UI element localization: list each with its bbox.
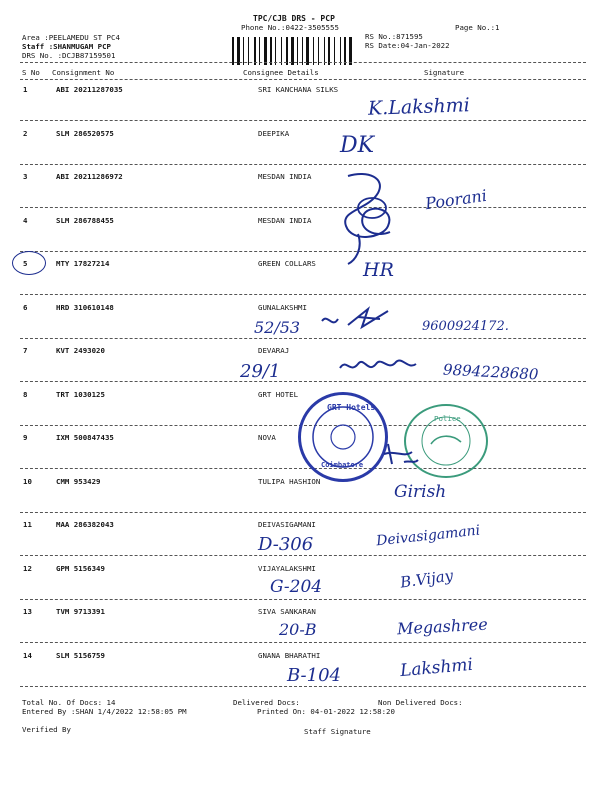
handwritten-door-7: 29/1 [240,361,281,382]
staff-signature: Staff Signature [304,727,371,736]
barcode-bar [304,37,305,65]
row-consignee-name: DEVARAJ [258,346,290,355]
barcode-bar [291,37,294,65]
row-consignment-number: SLM 5156759 [56,650,105,660]
barcode-bar [299,37,301,65]
row-divider [20,599,586,600]
signature-2: DK [340,133,375,158]
row-divider [20,555,586,556]
handwritten-door-11: D-306 [258,534,314,555]
barcode-bar [336,37,339,65]
row-sno: 8 [23,389,28,399]
page-number: Page No.:1 [455,23,500,32]
row-divider [20,294,586,295]
row-sno: 12 [23,563,32,573]
barcode-bar [273,37,274,65]
barcode-bar [315,37,317,65]
barcode-bar [232,37,234,65]
verified-by: Verified By [22,725,71,734]
row-consignment-number: SLM 286788455 [56,215,114,225]
barcode-bar [235,37,236,65]
barcode-bar [306,37,309,65]
barcode-bar [318,37,319,65]
grt-hotel-stamp [298,392,388,482]
barcode-bar [297,37,298,65]
barcode-bar [264,37,267,65]
signature-14: Lakshmi [399,654,474,682]
barcode-bar [261,37,263,65]
barcode-bar [250,37,253,65]
row-consignment-number: KVT 2493020 [56,346,105,355]
barcode-bar [328,37,330,65]
barcode-bar [289,37,290,65]
barcode-bar [302,37,303,65]
row-consignee-name: GNANA BHARATHI [258,650,321,660]
handwritten-phone-7: 9894228680 [442,360,539,384]
barcode-bar [340,37,341,65]
rs-number: RS No.:871595 [365,32,423,41]
row-consignment-number: ABI 20211287035 [56,85,123,94]
row-sno: 10 [23,476,32,486]
barcode-bar [259,37,260,65]
row-divider [20,120,586,121]
barcode-bar [326,37,327,65]
barcode-bar [349,37,352,65]
row-consignment-number: ABI 20211286972 [56,172,123,181]
signature-11: Deivasigamani [375,522,481,550]
delivered-docs: Delivered Docs: [233,698,300,707]
barcode-bar [237,37,240,65]
barcode-bar [277,37,280,65]
row-sno: 9 [23,433,28,442]
divider [20,62,586,63]
barcode-bar [241,37,242,65]
divider [20,79,586,80]
row-sno: 1 [23,85,28,94]
row-divider [20,512,586,513]
rs-date: RS Date:04-Jan-2022 [365,41,450,50]
row-sno: 5 [23,259,28,268]
drs-number: DRS No. :DCJB87159501 [22,51,116,60]
row-consignment-number: MAA 286382043 [56,520,114,529]
barcode-bar [257,37,258,65]
barcode-bar [270,37,272,65]
row-consignee-name: SRI KANCHANA SILKS [258,85,339,94]
row-consignee-name: GUNALAKSHMI [258,302,307,312]
signature-13: Megashree [396,614,489,639]
police-stamp-text: Police [434,414,461,423]
barcode [232,37,360,65]
row-sno: 7 [23,346,28,355]
row-sno: 6 [23,302,28,312]
row-divider [20,338,586,339]
signature-3: Poorani [423,185,489,214]
row-consignment-number: MTY 17827214 [56,259,110,268]
handwritten-phone-6: 9600924172. [422,319,509,334]
barcode-bar [245,37,247,65]
entered-by: Entered By :SHAN 1/4/2022 12:58:05 PM [22,707,187,716]
row-consignment-number: GPM 5156349 [56,563,105,573]
total-docs: Total No. Of Docs: 14 [22,698,116,707]
row-sno: 11 [23,520,32,529]
barcode-bar [324,37,325,65]
row-consignee-name: NOVA [258,433,276,442]
row-divider [20,164,586,165]
barcode-bar [286,37,288,65]
stamp-text: GRT Hotels [327,403,376,412]
barcode-bar [268,37,269,65]
row-consignment-number: IXM 500847435 [56,433,114,442]
barcode-bar [243,37,244,65]
signature-12: B.Vijay [399,566,455,592]
barcode-bar [347,37,348,65]
row-consignment-number: SLM 286520575 [56,128,114,138]
row-consignment-number: TVM 9713391 [56,607,105,616]
barcode-bar [310,37,312,65]
barcode-bar [283,37,285,65]
signature-6 [318,303,408,333]
row-consignee-name: DEIVASIGAMANI [258,520,316,529]
barcode-bar [254,37,256,65]
row-sno: 4 [23,215,28,225]
signature-10: Girish [394,482,447,502]
row-sno: 14 [23,650,32,660]
signature-5: HR [363,259,394,281]
col-consignee: Consignee Details [243,68,319,77]
row-consignee-name: GRT HOTEL [258,389,299,399]
col-consignment: Consignment No [52,68,115,77]
col-sno: S No [22,68,40,77]
row-consignee-name: MESDAN INDIA [258,215,312,225]
staff-label: Staff :SHANMUGAM PCP [22,42,111,51]
stamp-city: Coimbatore [321,461,364,469]
row-consignment-number: TRT 1030125 [56,389,105,399]
row-consignee-name: VIJAYALAKSHMI [258,563,316,573]
barcode-bar [331,37,333,65]
row-consignee-name: SIVA SANKARAN [258,607,316,616]
handwritten-door-6: 52/53 [254,318,301,337]
phone-number: Phone No.:0422-3505555 [241,23,339,32]
signature-1: K.Lakshmi [367,94,471,120]
printed-on: Printed On: 04-01-2022 12:58:20 [257,707,395,716]
col-signature: Signature [424,68,465,77]
row-consignee-name: MESDAN INDIA [258,172,312,181]
row-divider [20,251,586,252]
row-consignment-number: CMM 953429 [56,476,101,486]
non-delivered-docs: Non Delivered Docs: [378,698,463,707]
barcode-bar [275,37,276,65]
row-sno: 13 [23,607,32,616]
barcode-bar [320,37,323,65]
handwritten-door-12: G-204 [270,577,323,597]
handwritten-circle [12,251,46,275]
row-divider [20,207,586,208]
signature-scribble [328,168,438,268]
barcode-bar [281,37,282,65]
barcode-bar [344,37,346,65]
row-sno: 2 [23,128,28,138]
row-consignee-name: DEEPIKA [258,128,290,138]
barcode-bar [342,37,343,65]
row-divider [20,642,586,643]
row-consignment-number: HRD 310610148 [56,302,114,312]
area-label: Area :PEELAMEDU ST PC4 [22,33,120,42]
row-consignee-name: GREEN COLLARS [258,259,316,268]
report-title: TPC/CJB DRS - PCP [253,14,335,23]
handwritten-door-14: B-104 [287,665,341,686]
barcode-bar [295,37,296,65]
row-sno: 3 [23,172,28,181]
signature-9 [382,440,422,470]
signature-7 [336,350,436,380]
barcode-bar [313,37,314,65]
row-consignee-name: TULIPA HASHION [258,476,321,486]
handwritten-door-13: 20-B [279,620,317,639]
barcode-bar [248,37,249,65]
barcode-bar [334,37,335,65]
